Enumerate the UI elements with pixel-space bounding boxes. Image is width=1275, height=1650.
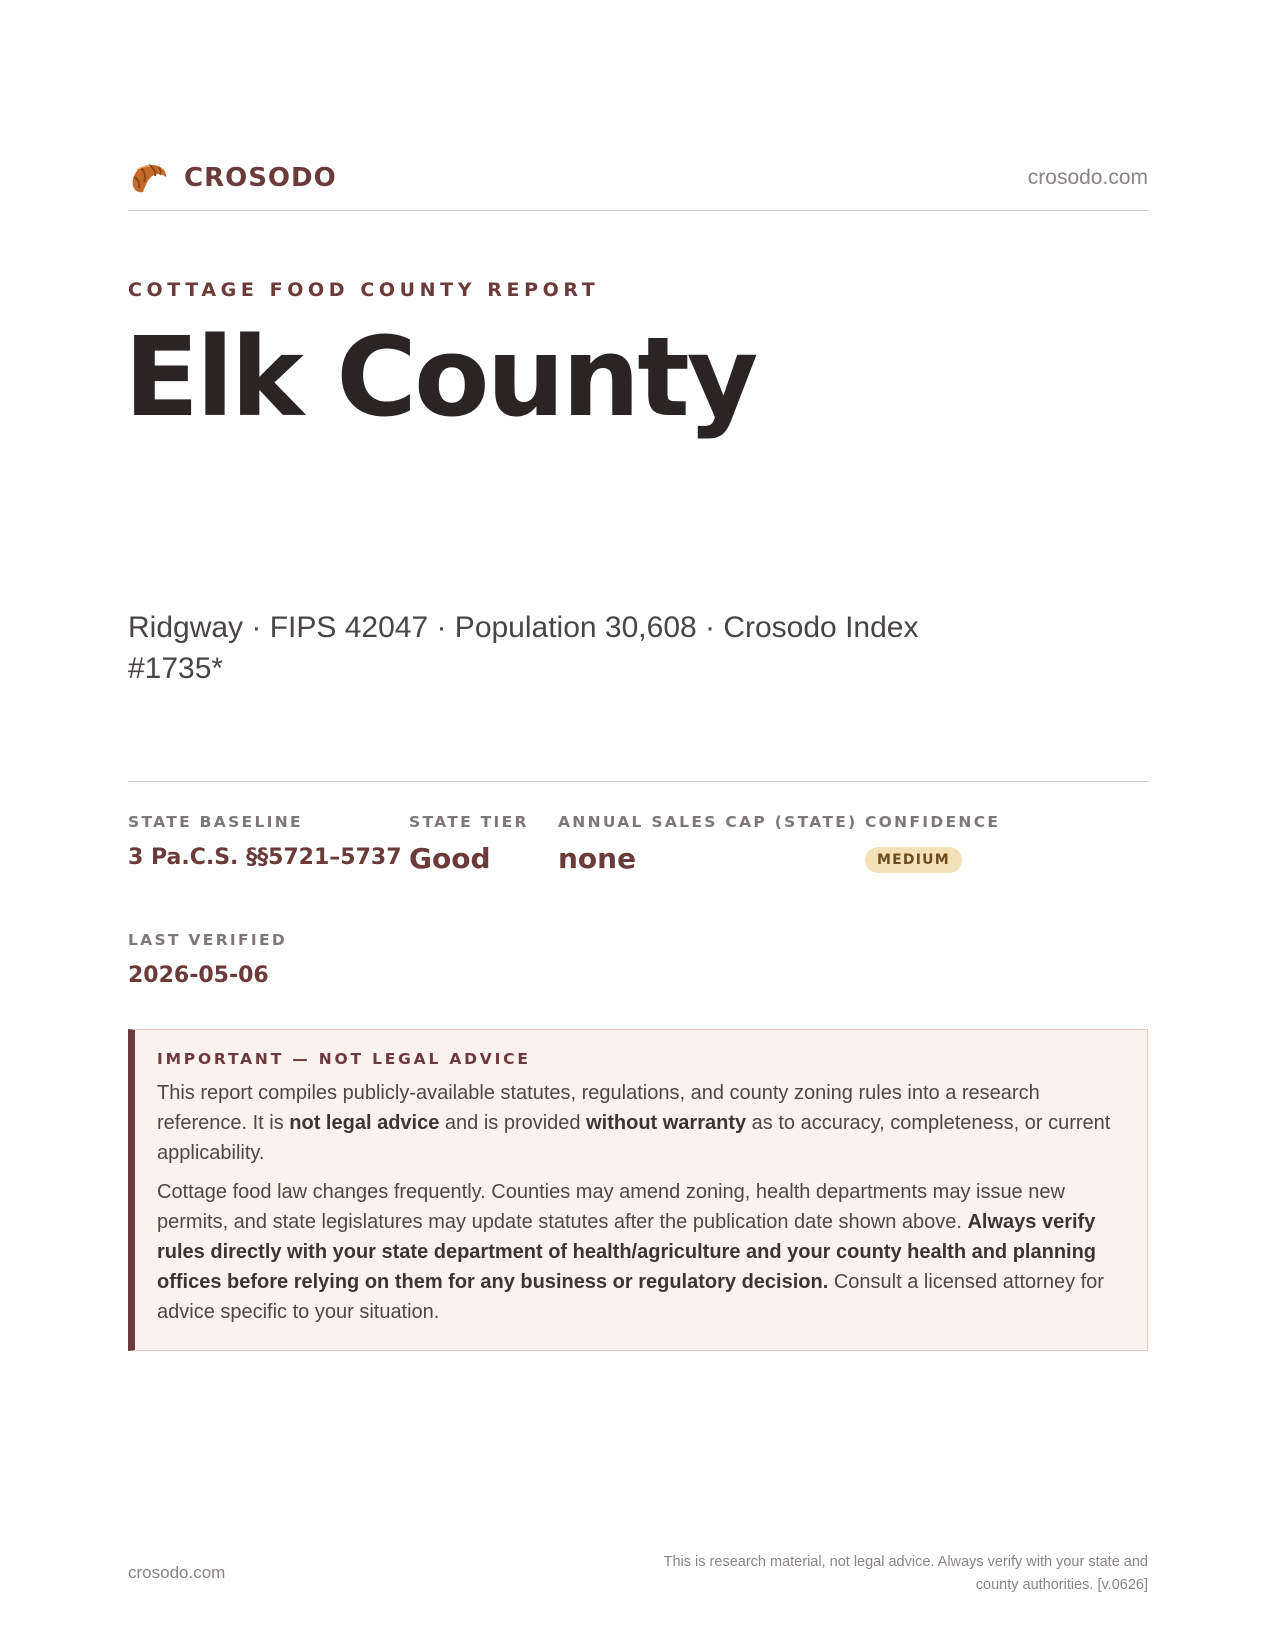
report-kicker: COTTAGE FOOD COUNTY REPORT: [128, 279, 600, 301]
site-url[interactable]: crosodo.com: [1027, 166, 1148, 189]
confidence-badge: MEDIUM: [865, 847, 962, 873]
stat-last-verified: [128, 931, 287, 988]
stat-value: none: [558, 842, 637, 875]
stat-value: Good: [409, 842, 491, 875]
section-divider: [128, 781, 1148, 782]
report-page: [124, 0, 1148, 1650]
stat-state-baseline: [128, 813, 402, 870]
brand: [128, 158, 337, 198]
stat-label: ANNUAL SALES CAP (STATE): [558, 813, 858, 831]
footer-disclaimer: This is research material, not legal advice. Always verify with your state and county authorities. [v.0626]: [663, 1554, 1148, 1593]
county-summary: Ridgway · FIPS 42047 · Population 30,608 · Crosodo Index #1735*: [128, 611, 919, 685]
croissant-icon: [128, 158, 170, 198]
stat-label: CONFIDENCE: [865, 813, 1001, 831]
stat-label: STATE TIER: [409, 813, 529, 831]
notice-title: IMPORTANT — NOT LEGAL ADVICE: [157, 1050, 531, 1068]
notice-paragraph-2: Cottage food law changes frequently. Counties may amend zoning, health departments may issue new permits, and state legislatures may update statutes after the publication date shown above. Always verify rules directly with your state department of health/agriculture and your county health and planning offices before relying on them for any business or regulatory decision. Consult a licensed attorney for advice specific to your situation.: [157, 1181, 1104, 1323]
stat-value: 3 Pa.C.S. §§5721–5737: [128, 845, 402, 870]
footer-site-url[interactable]: crosodo.com: [128, 1563, 226, 1582]
stat-label: LAST VERIFIED: [128, 931, 288, 949]
notice-paragraph-1: This report compiles publicly-available statutes, regulations, and county zoning rules into a research reference. It is not legal advice and is provided without warranty as to accuracy, completeness, or current applicability.: [157, 1082, 1111, 1164]
stat-state-tier: [409, 813, 529, 875]
legal-notice: [128, 1029, 1148, 1351]
page-header: [128, 158, 1148, 211]
page-title: Elk County: [124, 313, 756, 441]
brand-name: CROSODO: [184, 163, 337, 193]
stat-annual-sales-cap: [558, 813, 857, 875]
stat-value: 2026-05-06: [128, 963, 269, 988]
stat-confidence: [865, 813, 1000, 873]
stat-label: STATE BASELINE: [128, 813, 303, 831]
